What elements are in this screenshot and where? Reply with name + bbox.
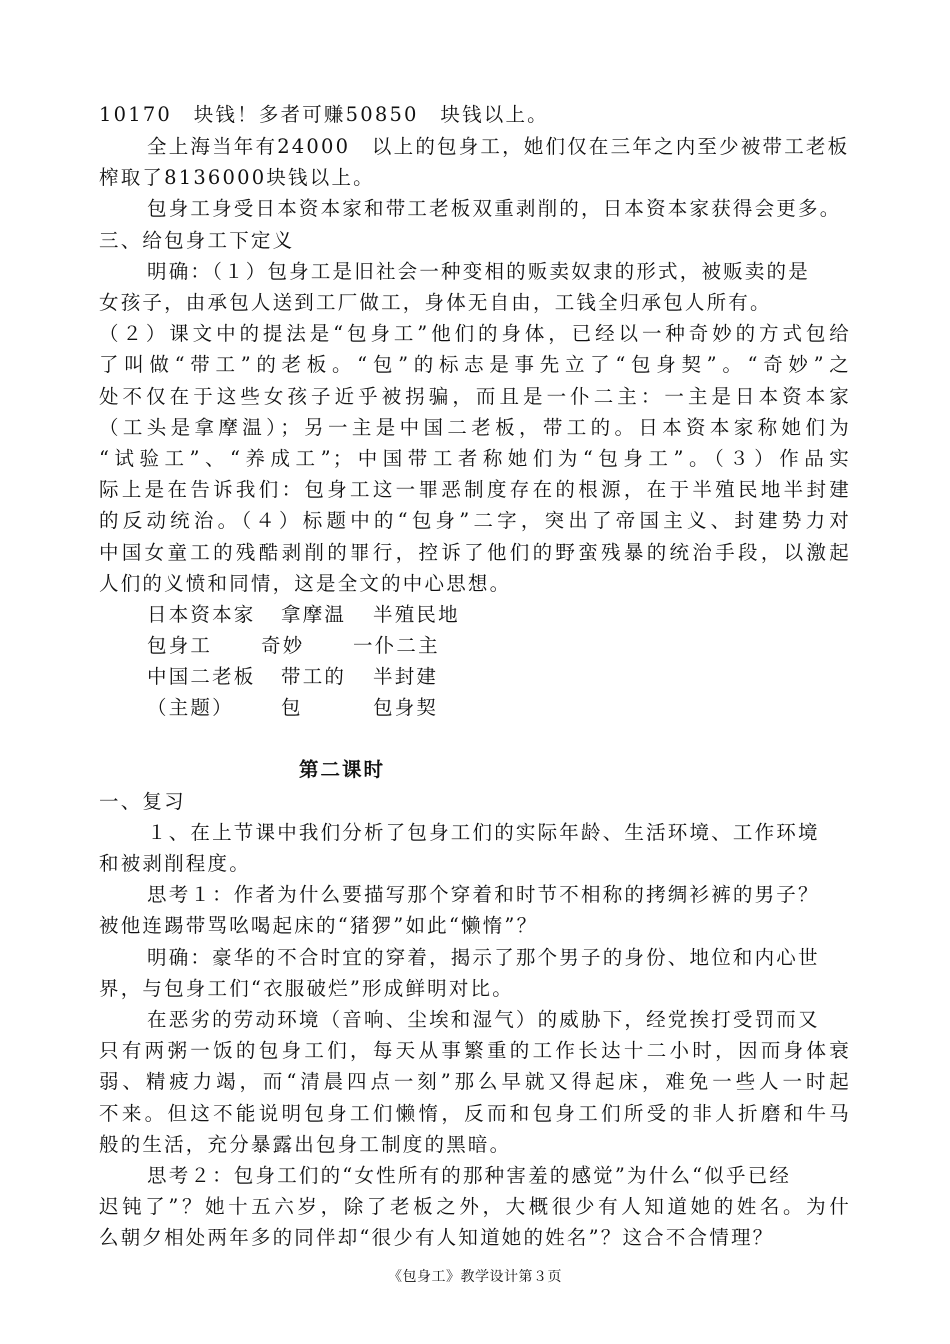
table-cell: 中国二老板: [147, 665, 256, 688]
text-line: 在恶劣的劳动环境（音响、尘埃和湿气）的威胁下，经党挨打受罚而又: [147, 1008, 820, 1031]
text-line: 和被剥削程度。: [99, 852, 251, 875]
table-cell: 拿摩温: [281, 603, 347, 626]
text-line: 只有两粥一饭的包身工们，每天从事繁重的工作长达十二小时，因而身体衰: [99, 1039, 851, 1062]
table-cell: （主题）: [147, 696, 234, 719]
table-cell: 奇妙: [261, 634, 305, 657]
page-footer: 《包身工》教学设计第３页: [388, 1269, 562, 1285]
section-heading: 一、复习: [99, 790, 186, 813]
text-line: 包身工身受日本资本家和带工老板双重剥削的，日本资本家获得会更多。: [147, 197, 842, 220]
text-line: （工头是拿摩温）；另一主是中国二老板，带工的。日本资本家称她们为: [99, 416, 851, 439]
text-line: “试验工”、“养成工”；中国带工者称她们为“包身工”。（３）作品实: [99, 447, 851, 470]
table-cell: 半殖民地: [373, 603, 460, 626]
text-line: 女孩子，由承包人送到工厂做工，身体无自由，工钱全归承包人所有。: [99, 291, 772, 314]
text-line: （２）课文中的提法是“包身工”他们的身体，已经以一种奇妙的方式包给: [99, 322, 851, 345]
text-line: 明确：（１）包身工是旧社会一种变相的贩卖奴隶的形式，被贩卖的是: [147, 260, 810, 283]
table-cell: 带工的: [281, 665, 347, 688]
text-line: 迟钝了”？她十五六岁，除了老板之外，大概很少有人知道她的姓名。为什: [99, 1195, 851, 1218]
table-cell: 包: [281, 696, 303, 719]
table-cell: 包身契: [373, 696, 439, 719]
text-line: 思考２：包身工们的“女性所有的那种害羞的感觉”为什么“似乎已经: [147, 1164, 792, 1187]
table-cell: 一仆二主: [353, 634, 440, 657]
text-line: 全上海当年有24000 以上的包身工，她们仅在三年之内至少被带工老板: [147, 135, 850, 158]
text-line: 弱、精疲力竭，而“清晨四点一刻”那么早就又得起床，难免一些人一时起: [99, 1070, 851, 1093]
text-line: １、在上节课中我们分析了包身工们的实际年龄、生活环境、工作环境: [147, 821, 820, 844]
text-line: 界，与包身工们“衣服破烂”形成鲜明对比。: [99, 977, 514, 1000]
table-cell: 日本资本家: [147, 603, 256, 626]
text-line: 么朝夕相处两年多的同伴却“很少有人知道她的姓名”？这合不合情理？: [99, 1226, 775, 1249]
section-title: 第二课时: [299, 758, 386, 781]
text-line: 处不仅在于这些女孩子近乎被拐骗，而且是一仆二主：一主是日本资本家: [99, 385, 851, 408]
text-line: 中国女童工的残酷剥削的罪行，控诉了他们的野蛮残暴的统治手段，以激起: [99, 541, 851, 564]
text-line: 了叫做“带工”的老板。“包”的标志是事先立了“包身契”。“奇妙”之: [99, 353, 851, 376]
text-line: 10170 块钱！多者可赚50850 块钱以上。: [99, 103, 549, 126]
text-line: 不来。但这不能说明包身工们懒惰，反而和包身工们所受的非人折磨和牛马: [99, 1102, 851, 1125]
text-line: 般的生活，充分暴露出包身工制度的黑暗。: [99, 1133, 512, 1156]
text-line: 被他连踢带骂吆喝起床的“猪猡”如此“懒惰”？: [99, 914, 539, 937]
text-line: 思考１：作者为什么要描写那个穿着和时节不相称的拷绸衫裤的男子？: [147, 883, 820, 906]
text-line: 榨取了8136000块钱以上。: [99, 166, 375, 189]
text-line: 的反动统治。（４）标题中的“包身”二字，突出了帝国主义、封建势力对: [99, 509, 851, 532]
text-line: 人们的义愤和同情，这是全文的中心思想。: [99, 572, 512, 595]
table-cell: 包身工: [147, 634, 213, 657]
section-heading: 三、给包身工下定义: [99, 229, 295, 252]
text-line: 明确：豪华的不合时宜的穿着，揭示了那个男子的身份、地位和内心世: [147, 946, 820, 969]
text-line: 际上是在告诉我们：包身工这一罪恶制度存在的根源，在于半殖民地半封建: [99, 478, 851, 501]
table-cell: 半封建: [373, 665, 439, 688]
